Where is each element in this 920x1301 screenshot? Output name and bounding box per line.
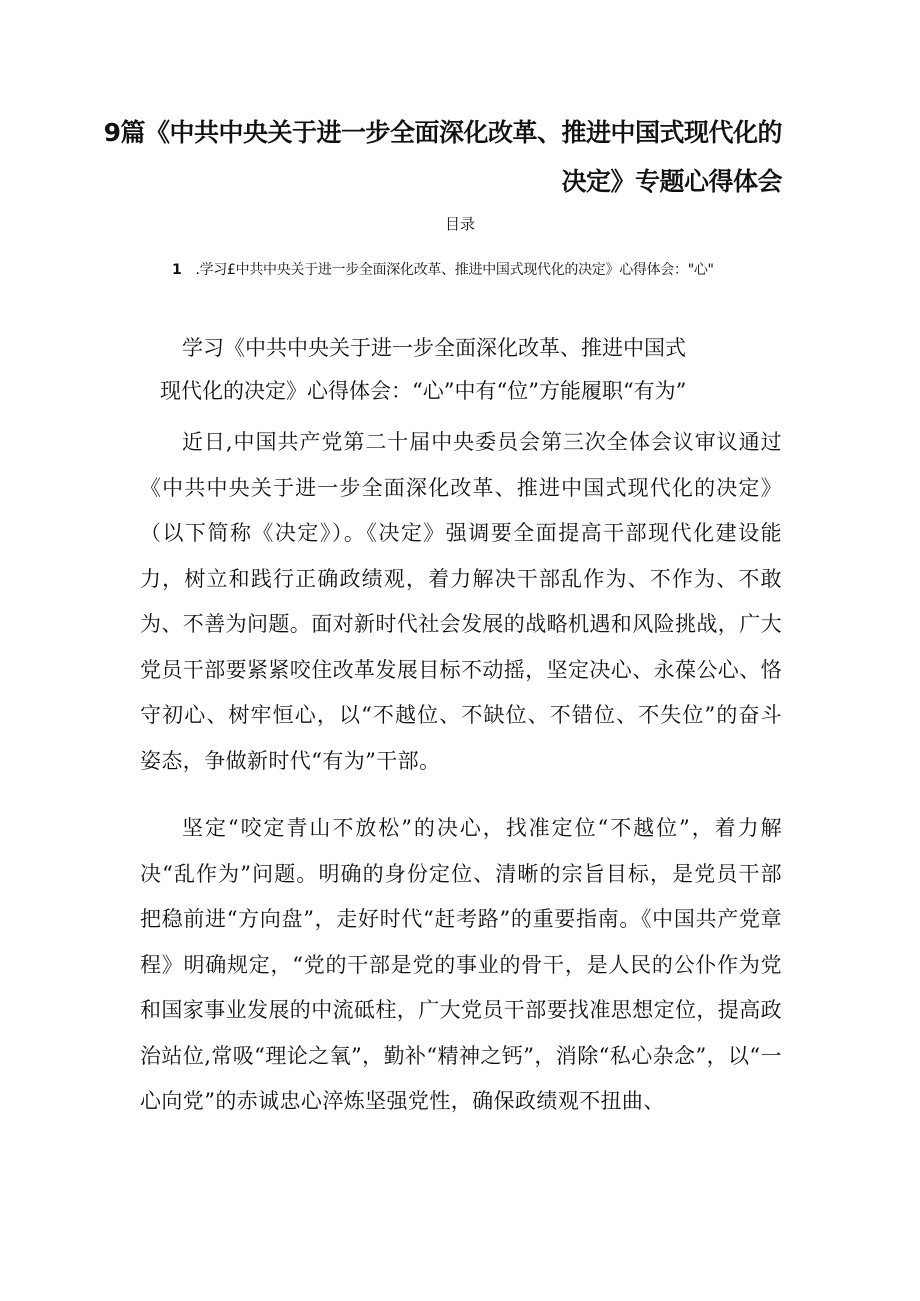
- document-title-line-1: 9篇《中共中央关于进一步全面深化改革、推进中国式现代化的: [103, 118, 782, 147]
- toc-heading: 目录: [444, 215, 475, 233]
- article-paragraph-1: 近日,中国共产党第二十届中央委员会第三次全体会议审议通过《中共中央关于进一步全面深化改革、推进中国式现代化的决定》（以下简称《决定》）。《决定》强调要全面提高干部现代化建设能力，树立和践行正确政绩观，着力解决干部乱作为、不作为、不敢为、不善为问题。面对新时代社会发展的战略机遇和风险挑战，广大党员干部要紧紧咬住改革发展目标不动摇，坚定决心、永葆公心、恪守初心、树牢恒心，以“不越位、不缺位、不错位、不失位”的奋斗姿态，争做新时代“有为”干部。: [140, 430, 782, 773]
- article-paragraph-2: 坚定“咬定青山不放松”的决心，找准定位“不越位”，着力解决“乱作为”问题。明确的身份定位、清晰的宗旨目标，是党员干部把稳前进“方向盘”，走好时代“赶考路”的重要指南。《中国共产党章程》明确规定，“党的干部是党的事业的骨干，是人民的公仆作为党和国家事业发展的中流砥柱，广大党员干部要找准思想定位，提高政治站位,常吸“理论之氧”，勤补“精神之钙”，消除“私心杂念”，以“一心向党”的赤诚忠心淬炼坚强党性，确保政绩观不扭曲、: [140, 816, 782, 1113]
- toc-item[interactable]: [172, 259, 792, 279]
- article-heading-line-2: 现代化的决定》心得体会：“心”中有“位”方能履职“有为”: [160, 379, 687, 403]
- toc-item-number: 1: [172, 262, 182, 278]
- toc-item-text: .学习£中共中央关于进一步全面深化改革、推进中国式现代化的决定》心得体会："心": [195, 262, 714, 278]
- article-heading-line-1: 学习《中共中央关于进一步全面深化改革、推进中国式: [182, 336, 686, 360]
- document-title-line-2: 决定》专题心得体会: [561, 167, 782, 196]
